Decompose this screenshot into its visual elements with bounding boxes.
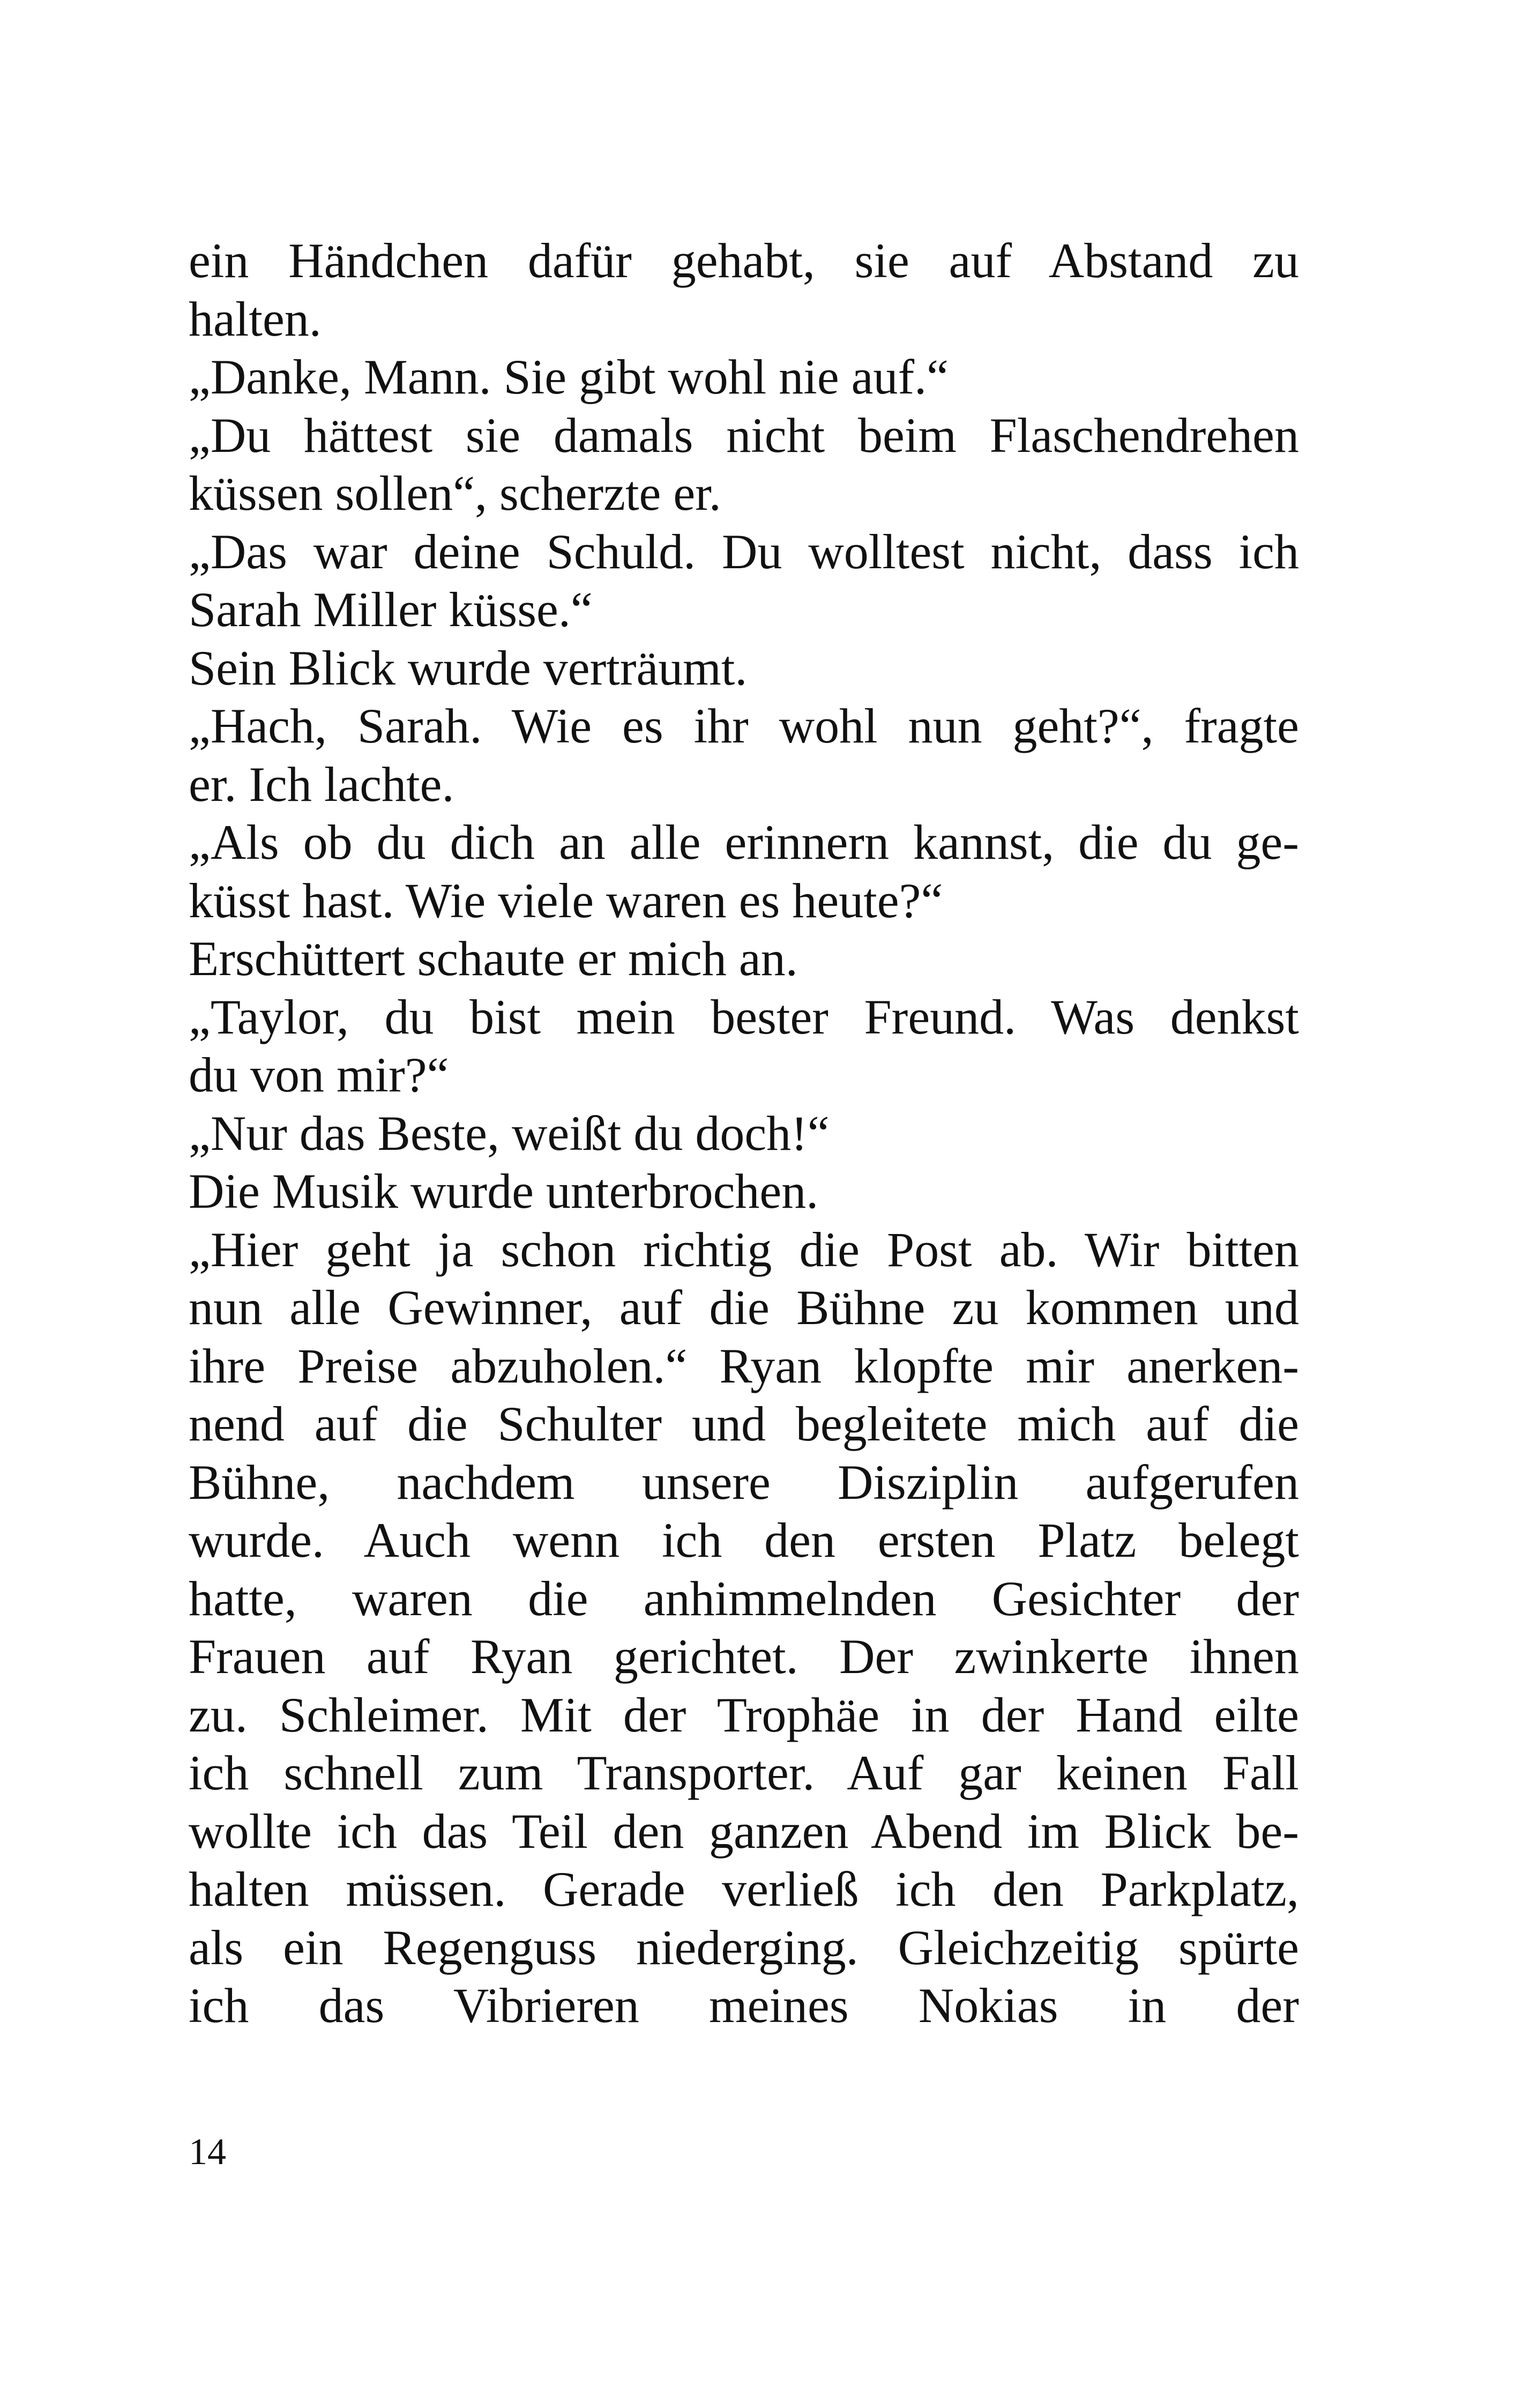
text-line: küssen sollen“, scherzte er. (189, 466, 721, 521)
text-line: ich das Vibrieren meines Nokias in der (189, 1978, 1299, 2033)
text-line: hatte, waren die anhimmelnden Gesichter der (189, 1571, 1299, 1626)
text-line: ein Händchen dafür gehabt, sie auf Abstand zu (189, 233, 1299, 288)
page-number: 14 (189, 2131, 226, 2173)
text-line: „Taylor, du bist mein bester Freund. Was denkst (189, 989, 1299, 1044)
text-line: ich schnell zum Transporter. Auf gar keinen Fall (189, 1745, 1299, 1800)
text-line: „Hach, Sarah. Wie es ihr wohl nun geht?“, fragte (189, 698, 1299, 753)
text-line: wurde. Auch wenn ich den ersten Platz belegt (189, 1513, 1299, 1567)
text-line: Die Musik wurde unterbrochen. (189, 1164, 819, 1218)
text-line: „Das war deine Schuld. Du wolltest nicht, dass ich (189, 524, 1299, 579)
text-line: zu. Schleimer. Mit der Trophäe in der Hand eilte (189, 1687, 1299, 1742)
text-line: Sarah Miller küsse.“ (189, 582, 593, 637)
body-text (189, 232, 1299, 2035)
text-line: als ein Regenguss niederging. Gleichzeitig spürte (189, 1920, 1299, 1975)
text-line: Bühne, nachdem unsere Disziplin aufgerufen (189, 1454, 1299, 1510)
text-line: halten. (189, 291, 322, 346)
text-line: „Danke, Mann. Sie gibt wohl nie auf.“ (189, 350, 949, 404)
text-line: „Als ob du dich an alle erinnern kannst, die du ge- (189, 815, 1299, 869)
text-line: „Nur das Beste, weißt du doch!“ (189, 1105, 830, 1161)
text-line: küsst hast. Wie viele waren es heute?“ (189, 873, 943, 928)
text-line: nend auf die Schulter und begleitete mich auf die (189, 1396, 1299, 1451)
text-line: „Du hättest sie damals nicht beim Flaschendrehen (189, 407, 1299, 463)
text-line: Erschüttert schaute er mich an. (189, 931, 798, 986)
text-line: halten müssen. Gerade verließ ich den Parkplatz, (189, 1862, 1299, 1916)
text-line: Frauen auf Ryan gerichtet. Der zwinkerte ihnen (189, 1629, 1299, 1684)
text-line: wollte ich das Teil den ganzen Abend im Blick be- (189, 1803, 1299, 1859)
text-line: nun alle Gewinner, auf die Bühne zu kommen und (189, 1280, 1299, 1335)
text-line: Sein Blick wurde verträumt. (189, 640, 748, 695)
text-line: er. Ich lachte. (189, 756, 454, 812)
text-line: „Hier geht ja schon richtig die Post ab. Wir bitten (189, 1222, 1299, 1277)
text-line: du von mir?“ (189, 1047, 449, 1102)
text-line: ihre Preise abzuholen.“ Ryan klopfte mir anerken- (189, 1338, 1299, 1393)
